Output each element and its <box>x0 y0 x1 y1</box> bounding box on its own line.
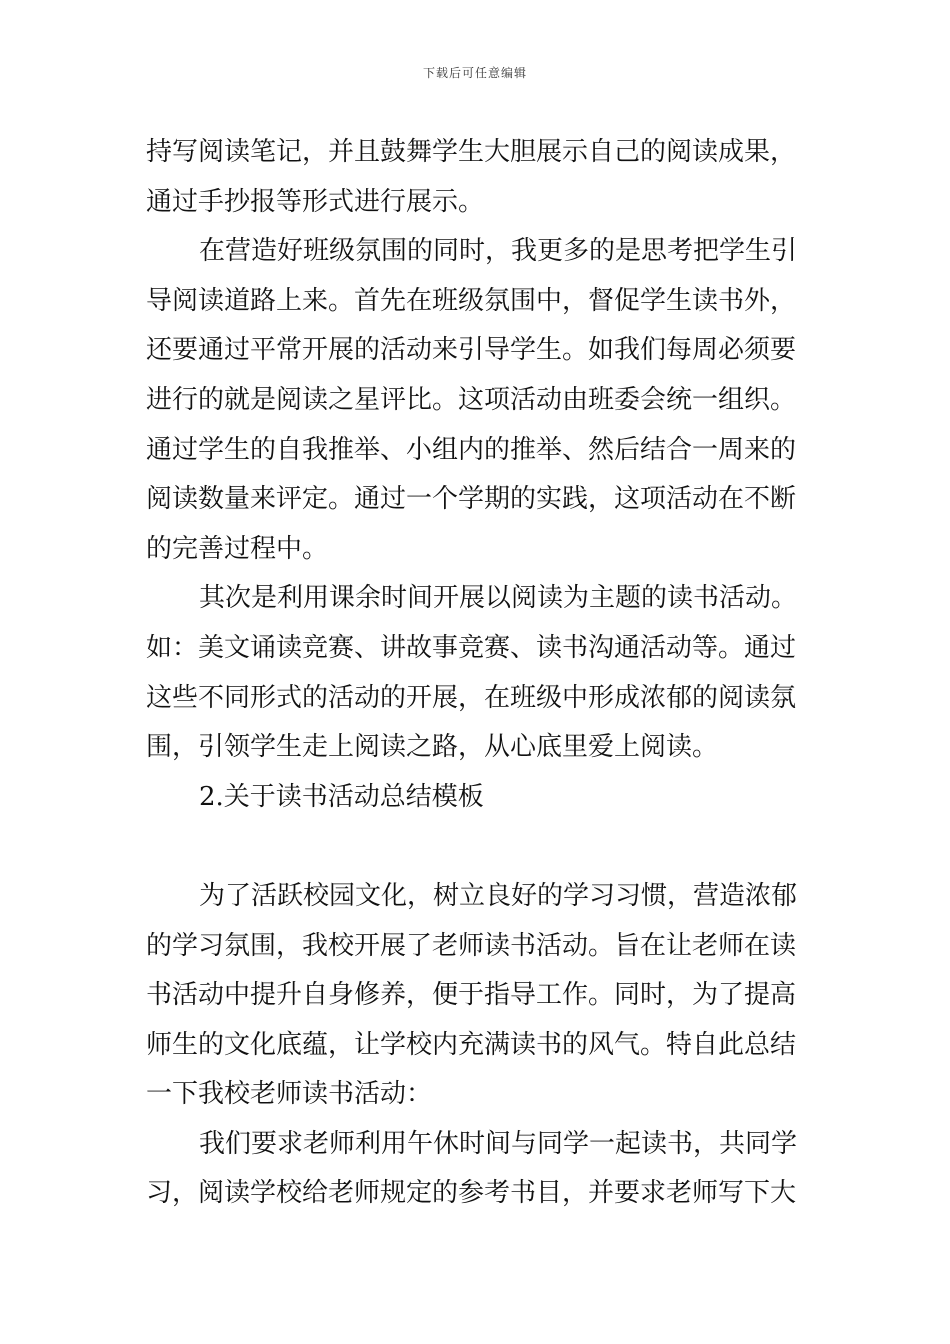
text-line: 师生的文化底蕴，让学校内充满读书的风气。特自此总结 <box>146 1029 797 1060</box>
paragraph-start-line: 为了活跃校园文化，树立良好的学习习惯，营造浓郁 <box>199 880 798 911</box>
text-line: 通过手抄报等形式进行展示。 <box>146 186 485 217</box>
blank-line <box>146 822 816 872</box>
text-line: 的完善过程中。 <box>146 533 329 564</box>
text-line: 的学习氛围，我校开展了老师读书活动。旨在让老师在读 <box>146 930 797 961</box>
text-line: 这些不同形式的活动的开展，在班级中形成浓郁的阅读氛 <box>146 682 797 713</box>
paragraph-start-line: 在营造好班级氛围的同时，我更多的是思考把学生引 <box>199 236 798 267</box>
text-line: 持写阅读笔记，并且鼓舞学生大胆展示自己的阅读成果， <box>146 137 797 167</box>
text-line: 习，阅读学校给老师规定的参考书目，并要求老师写下大 <box>146 1178 797 1209</box>
text-line: 进行的就是阅读之星评比。这项活动由班委会统一组织。 <box>146 384 797 415</box>
text-line: 通过学生的自我推举、小组内的推举、然后结合一周来的 <box>146 434 797 465</box>
section-heading: 2.关于读书活动总结模板 <box>199 781 484 812</box>
paragraph-start-line: 我们要求老师利用午休时间与同学一起读书，共同学 <box>199 1128 798 1159</box>
document-body <box>146 128 816 1219</box>
text-line: 导阅读道路上来。首先在班级氛围中，督促学生读书外， <box>146 285 797 316</box>
page-header: 下载后可任意编辑 <box>422 66 527 80</box>
text-line: 阅读数量来评定。通过一个学期的实践，这项活动在不断 <box>146 484 797 515</box>
paragraph-start-line: 其次是利用课余时间开展以阅读为主题的读书活动。 <box>199 583 798 614</box>
text-line: 围，引领学生走上阅读之路，从心底里爱上阅读。 <box>146 732 719 763</box>
text-line: 一下我校老师读书活动： <box>146 1079 433 1110</box>
text-line: 还要通过平常开展的活动来引导学生。如我们每周必须要 <box>146 335 797 366</box>
text-line: 书活动中提升自身修养，便于指导工作。同时，为了提高 <box>146 980 797 1011</box>
text-line: 如：美文诵读竞赛、讲故事竞赛、读书沟通活动等。通过 <box>146 632 797 663</box>
